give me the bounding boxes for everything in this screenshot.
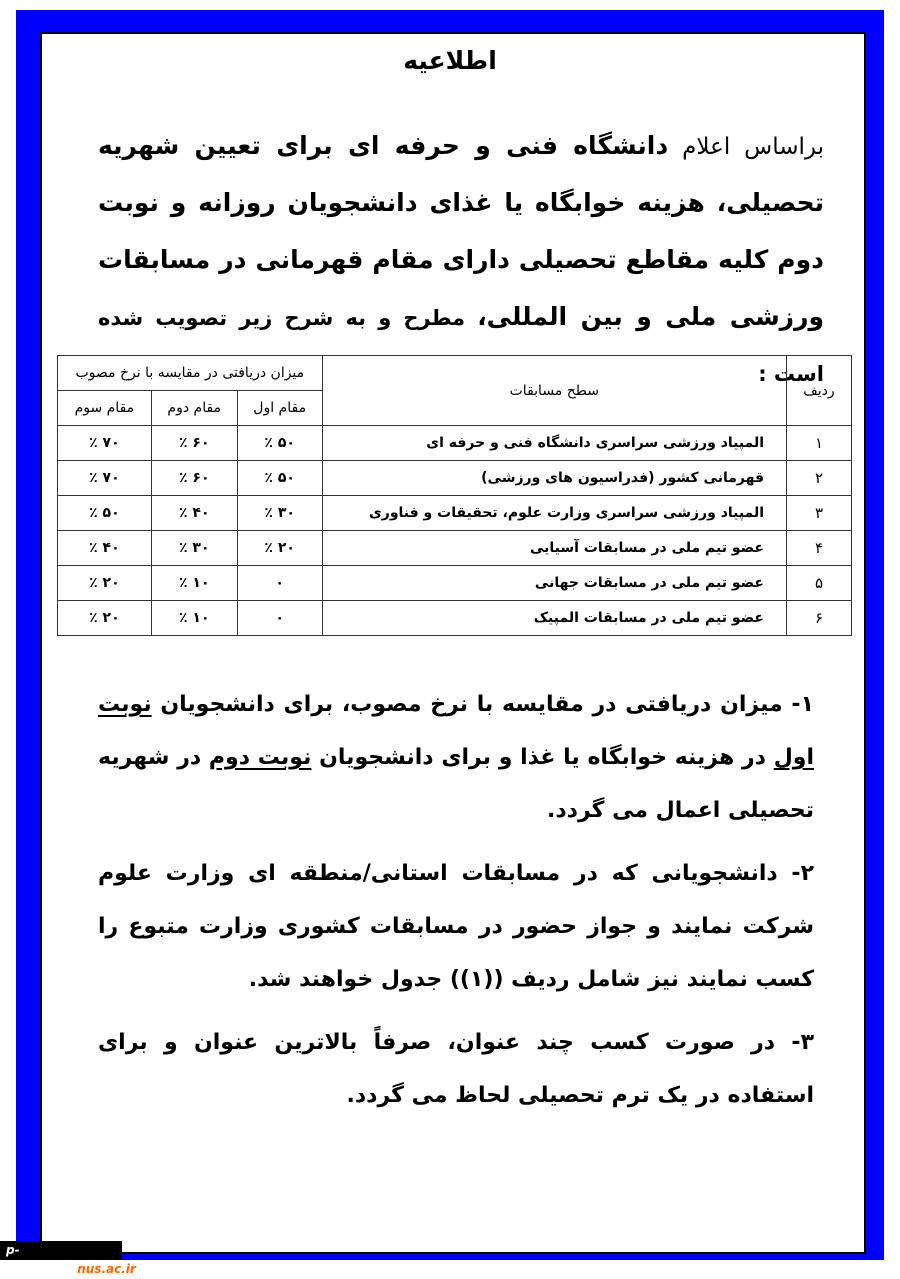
cell-second: ۶۰ ٪ bbox=[151, 426, 237, 461]
table-row bbox=[58, 531, 852, 566]
cell-row-no: ۲ bbox=[787, 461, 852, 496]
header-first: مقام اول bbox=[237, 391, 322, 426]
cell-third: ۲۰ ٪ bbox=[58, 566, 152, 601]
table-row bbox=[58, 461, 852, 496]
note-1-underline-first-shift: نوبت اول bbox=[98, 692, 814, 770]
cell-first: ۵۰ ٪ bbox=[237, 426, 322, 461]
cell-third: ۷۰ ٪ bbox=[58, 461, 152, 496]
rates-table bbox=[57, 355, 852, 636]
cell-first: ۵۰ ٪ bbox=[237, 461, 322, 496]
cell-first: ۲۰ ٪ bbox=[237, 531, 322, 566]
cell-third: ۵۰ ٪ bbox=[58, 496, 152, 531]
note-1-underline-second-shift: نوبت دوم bbox=[208, 745, 312, 770]
cell-row-no: ۵ bbox=[787, 566, 852, 601]
cell-second: ۶۰ ٪ bbox=[151, 461, 237, 496]
header-rate-group: میزان دریافتی در مقایسه با نرخ مصوب bbox=[58, 356, 323, 391]
header-second: مقام دوم bbox=[151, 391, 237, 426]
table-row bbox=[58, 496, 852, 531]
cell-level: المپیاد ورزشی سراسری وزارت علوم، تحقیقات و فناوری bbox=[322, 496, 786, 531]
header-third: مقام سوم bbox=[58, 391, 152, 426]
note-1-part-c: در شهریه تحصیلی اعمال می گردد. bbox=[98, 745, 814, 823]
intro-bold-text: دانشگاه فنی و حرفه ای برای تعیین شهریه تحصیلی، هزینه خوابگاه یا غذای دانشجویان روزانه و نوبت دوم کلیه مقاطع تحصیلی دارای مقام قهرمانی در مسابقات ورزشی ملی و بین المللی، bbox=[98, 131, 825, 331]
note-1-part-b: در هزینه خوابگاه یا غذا و برای دانشجویان bbox=[319, 745, 766, 770]
cell-second: ۳۰ ٪ bbox=[151, 531, 237, 566]
note-1-part-a: ۱- میزان دریافتی در مقایسه با نرخ مصوب، برای دانشجویان bbox=[160, 692, 814, 717]
note-2: ۲- دانشجویانی که در مسابقات استانی/منطقه ای وزارت علوم شرکت نمایند و جواز حضور در مسابقات کشوری وزارت متبوع را کسب نمایند نیز شامل ردیف ((۱)) جدول خواهند شد. bbox=[98, 861, 814, 992]
header-row-no: ردیف bbox=[787, 356, 852, 426]
intro-suffix: مطرح و به شرح زیر تصویب شده است : bbox=[98, 306, 824, 386]
cell-level: عضو تیم ملی در مسابقات آسیایی bbox=[322, 531, 786, 566]
table-row bbox=[58, 426, 852, 461]
note-1 bbox=[98, 678, 814, 837]
cell-row-no: ۱ bbox=[787, 426, 852, 461]
cell-level: قهرمانی کشور (فدراسیون های ورزشی) bbox=[322, 461, 786, 496]
page-title: اطلاعیه bbox=[403, 46, 497, 75]
header-level: سطح مسابقات bbox=[322, 356, 786, 426]
cell-first: ۳۰ ٪ bbox=[237, 496, 322, 531]
cell-second: ۱۰ ٪ bbox=[151, 601, 237, 636]
cell-row-no: ۶ bbox=[787, 601, 852, 636]
cell-level: عضو تیم ملی در مسابقات المپیک bbox=[322, 601, 786, 636]
site-url-prefix: p-safadasht. bbox=[6, 1243, 78, 1276]
cell-row-no: ۳ bbox=[787, 496, 852, 531]
cell-third: ۲۰ ٪ bbox=[58, 601, 152, 636]
cell-first: ۰ bbox=[237, 601, 322, 636]
cell-level: عضو تیم ملی در مسابقات جهانی bbox=[322, 566, 786, 601]
cell-level: المپیاد ورزشی سراسری دانشگاه فنی و حرفه ای bbox=[322, 426, 786, 461]
site-url-domain: nus.ac.ir bbox=[77, 1262, 136, 1276]
cell-row-no: ۴ bbox=[787, 531, 852, 566]
cell-first: ۰ bbox=[237, 566, 322, 601]
site-url-badge[interactable] bbox=[0, 1241, 136, 1276]
cell-second: ۱۰ ٪ bbox=[151, 566, 237, 601]
cell-third: ۴۰ ٪ bbox=[58, 531, 152, 566]
cell-second: ۴۰ ٪ bbox=[151, 496, 237, 531]
table-row bbox=[58, 566, 852, 601]
table-row bbox=[58, 601, 852, 636]
note-3: ۳- در صورت کسب چند عنوان، صرفاً بالاترین عنوان و برای استفاده در یک ترم تحصیلی لحاظ می گردد. bbox=[98, 1030, 814, 1108]
cell-third: ۷۰ ٪ bbox=[58, 426, 152, 461]
intro-prefix: براساس اعلام bbox=[682, 134, 825, 160]
notes-section bbox=[98, 678, 814, 1132]
